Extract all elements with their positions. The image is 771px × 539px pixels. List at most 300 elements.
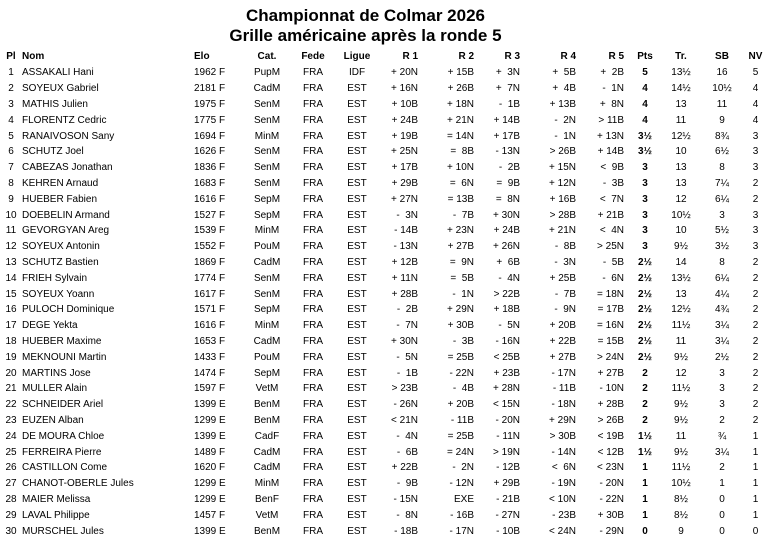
- cell-tiebreak-nv: 3: [752, 146, 759, 158]
- cell-tiebreak-nv: 1: [752, 478, 759, 490]
- cell-round-2: + 30B: [447, 320, 474, 332]
- cell-tiebreak-tr: 11: [675, 335, 687, 347]
- standings-table: [0, 48, 771, 539]
- cell-league: EST: [347, 320, 367, 332]
- cell-round-5: < 12B: [597, 446, 624, 458]
- cell-tiebreak-sb: 3: [719, 367, 725, 379]
- cell-round-3: + 30N: [493, 209, 520, 221]
- cell-place: 28: [5, 493, 17, 505]
- cell-tiebreak-nv: 1: [752, 430, 759, 442]
- cell-federation: FRA: [303, 209, 323, 221]
- cell-round-5: - 3B: [602, 177, 624, 189]
- cell-tiebreak-nv: 1: [752, 493, 759, 505]
- table-row: [0, 302, 771, 318]
- cell-points: 2½: [638, 335, 652, 347]
- cell-place: 9: [8, 193, 14, 205]
- cell-round-2: + 21N: [447, 114, 474, 126]
- cell-tiebreak-tr: 9½: [674, 351, 688, 363]
- cell-round-1: + 11N: [391, 272, 418, 284]
- cell-category: BenM: [253, 399, 281, 411]
- cell-federation: FRA: [303, 177, 323, 189]
- cell-round-1: - 26N: [393, 399, 418, 411]
- cell-round-3: = 9B: [496, 177, 520, 189]
- cell-tiebreak-nv: 1: [752, 446, 759, 458]
- cell-round-3: - 27N: [495, 509, 520, 521]
- cell-name: SCHUTZ Bastien: [22, 256, 99, 268]
- cell-name: SOYEUX Yoann: [22, 288, 95, 300]
- cell-federation: FRA: [303, 351, 323, 363]
- cell-category: SepM: [253, 304, 281, 316]
- cell-place: 17: [5, 320, 17, 332]
- cell-tiebreak-tr: 13: [675, 288, 687, 300]
- cell-name: MATHIS Julien: [22, 98, 88, 110]
- cell-tiebreak-tr: 9½: [674, 399, 688, 411]
- cell-round-1: + 16N: [391, 83, 418, 95]
- cell-elo: 1433 F: [194, 351, 226, 363]
- cell-round-2: - 11B: [450, 414, 474, 426]
- table-row: [0, 397, 771, 413]
- cell-round-1: - 4N: [396, 430, 418, 442]
- table-row: [0, 144, 771, 160]
- cell-tiebreak-tr: 14: [675, 256, 687, 268]
- cell-round-2: + 27B: [447, 241, 474, 253]
- cell-federation: FRA: [303, 430, 323, 442]
- cell-elo: 1299 E: [194, 478, 226, 490]
- cell-round-5: = 15B: [597, 335, 624, 347]
- cell-category: SenM: [253, 98, 281, 110]
- cell-round-3: + 14B: [493, 114, 520, 126]
- cell-round-3: < 15N: [493, 399, 520, 411]
- cell-federation: FRA: [303, 256, 323, 268]
- cell-round-1: - 6B: [396, 446, 418, 458]
- cell-round-5: > 11B: [598, 114, 624, 126]
- cell-league: EST: [347, 130, 367, 142]
- cell-tiebreak-nv: 2: [752, 193, 759, 205]
- cell-points: 2½: [638, 320, 652, 332]
- cell-round-3: - 20N: [495, 414, 520, 426]
- cell-league: EST: [347, 114, 367, 126]
- cell-tiebreak-tr: 11½: [671, 383, 691, 395]
- table-row: [0, 413, 771, 429]
- cell-place: 18: [5, 335, 17, 347]
- cell-round-3: + 28N: [493, 383, 520, 395]
- cell-round-1: + 17B: [391, 162, 418, 174]
- cell-tiebreak-nv: 3: [752, 130, 759, 142]
- cell-points: 3: [642, 241, 648, 253]
- cell-points: 3: [642, 209, 648, 221]
- cell-round-5: < 19B: [597, 430, 624, 442]
- cell-league: EST: [347, 83, 367, 95]
- cell-name: ASSAKALI Hani: [22, 67, 94, 79]
- cell-category: PouM: [253, 241, 281, 253]
- grid-subtitle: Grille américaine après la ronde 5: [229, 26, 502, 45]
- cell-round-3: + 3N: [495, 67, 520, 79]
- cell-points: 2: [642, 367, 648, 379]
- cell-round-3: + 18B: [493, 304, 520, 316]
- cell-elo: 1299 E: [194, 414, 226, 426]
- cell-category: SenM: [253, 162, 281, 174]
- cell-tiebreak-tr: 11½: [671, 320, 691, 332]
- cell-league: EST: [347, 98, 367, 110]
- cell-tiebreak-tr: 12½: [671, 304, 691, 316]
- cell-tiebreak-nv: 3: [752, 241, 759, 253]
- cell-round-5: + 30B: [597, 509, 624, 521]
- cell-round-2: - 16B: [450, 509, 474, 521]
- cell-tiebreak-nv: 3: [752, 209, 759, 221]
- table-body: [0, 65, 771, 539]
- table-row: [0, 81, 771, 97]
- cell-place: 7: [8, 162, 14, 174]
- cell-round-1: + 10B: [391, 98, 418, 110]
- cell-round-4: + 21N: [549, 225, 576, 237]
- cell-name: EUZEN Alban: [22, 414, 84, 426]
- cell-category: BenM: [253, 525, 281, 537]
- cell-place: 11: [5, 225, 17, 237]
- cell-round-1: + 12B: [391, 256, 418, 268]
- col-header-tiebreak-nv: NV: [748, 51, 763, 62]
- cell-league: EST: [347, 146, 367, 158]
- cell-tiebreak-sb: 8: [719, 162, 725, 174]
- cell-place: 16: [5, 304, 17, 316]
- table-row: [0, 176, 771, 192]
- cell-tiebreak-sb: 10½: [712, 83, 732, 95]
- cell-league: EST: [347, 462, 367, 474]
- cell-tiebreak-nv: 2: [752, 272, 759, 284]
- cell-round-2: - 22N: [449, 367, 474, 379]
- cell-round-2: = 14N: [447, 130, 474, 142]
- cell-round-5: < 9B: [600, 162, 624, 174]
- cell-federation: FRA: [303, 83, 323, 95]
- cell-round-4: + 4B: [552, 83, 576, 95]
- cell-points: 2½: [638, 288, 652, 300]
- cell-points: 4: [642, 83, 648, 95]
- cell-round-3: - 16N: [495, 335, 520, 347]
- cell-federation: FRA: [303, 146, 323, 158]
- cell-points: 2½: [638, 272, 652, 284]
- cell-tiebreak-nv: 2: [752, 367, 759, 379]
- cell-tiebreak-nv: 2: [752, 304, 759, 316]
- cell-tiebreak-sb: 2: [719, 462, 725, 474]
- cell-points: 1: [642, 478, 648, 490]
- cell-points: 1: [642, 493, 648, 505]
- cell-place: 15: [5, 288, 17, 300]
- cell-elo: 1683 F: [194, 177, 226, 189]
- cell-tiebreak-tr: 9: [678, 525, 684, 537]
- cell-points: 2½: [638, 256, 652, 268]
- cell-tiebreak-sb: 3: [719, 209, 725, 221]
- cell-elo: 1694 F: [194, 130, 226, 142]
- cell-category: SenM: [253, 272, 281, 284]
- cell-round-1: + 25N: [391, 146, 418, 158]
- cell-federation: FRA: [303, 98, 323, 110]
- cell-round-4: > 30B: [549, 430, 576, 442]
- table-row: [0, 381, 771, 397]
- cell-place: 14: [5, 272, 17, 284]
- cell-federation: FRA: [303, 367, 323, 379]
- cell-tiebreak-nv: 4: [752, 83, 759, 95]
- col-header-place: Pl: [6, 51, 16, 62]
- cell-round-3: - 12B: [496, 462, 520, 474]
- cell-round-1: + 27N: [391, 193, 418, 205]
- cell-league: EST: [347, 399, 367, 411]
- cell-tiebreak-tr: 11: [675, 114, 687, 126]
- cell-category: PupM: [253, 67, 281, 79]
- cell-round-3: - 10B: [496, 525, 520, 537]
- cell-points: 2: [642, 383, 648, 395]
- cell-round-3: + 26N: [493, 241, 520, 253]
- cell-round-1: - 9B: [396, 478, 418, 490]
- cell-tiebreak-sb: 8¾: [715, 130, 729, 142]
- cell-league: EST: [347, 478, 367, 490]
- table-row: [0, 160, 771, 176]
- cell-tiebreak-tr: 11½: [671, 462, 691, 474]
- cell-tiebreak-tr: 8½: [674, 493, 688, 505]
- cell-category: CadM: [253, 83, 281, 95]
- cell-round-1: - 2B: [396, 304, 418, 316]
- cell-round-1: + 19B: [391, 130, 418, 142]
- cell-league: EST: [347, 209, 367, 221]
- cell-round-4: + 15N: [549, 162, 576, 174]
- cell-elo: 1836 F: [194, 162, 226, 174]
- col-header-federation: Fede: [301, 51, 325, 62]
- cell-round-4: - 18N: [551, 399, 576, 411]
- cell-round-5: + 21B: [597, 209, 624, 221]
- cell-tiebreak-tr: 10½: [671, 478, 691, 490]
- cell-tiebreak-tr: 10: [675, 146, 687, 158]
- cell-round-4: + 25B: [549, 272, 576, 284]
- cell-league: EST: [347, 414, 367, 426]
- cell-tiebreak-nv: 4: [752, 114, 759, 126]
- table-header-row: [0, 48, 771, 65]
- cell-tiebreak-sb: 2½: [715, 351, 729, 363]
- cell-elo: 1616 F: [194, 193, 226, 205]
- cell-elo: 2181 F: [194, 83, 226, 95]
- cell-tiebreak-sb: 0: [719, 493, 725, 505]
- cell-points: 2½: [638, 304, 652, 316]
- cell-league: EST: [347, 225, 367, 237]
- cell-name: MAIER Melissa: [22, 493, 91, 505]
- cell-round-5: + 13N: [597, 130, 624, 142]
- cell-round-2: = 25B: [447, 430, 474, 442]
- cell-round-2: - 12N: [449, 478, 474, 490]
- cell-tiebreak-nv: 2: [752, 351, 759, 363]
- cell-place: 6: [8, 146, 14, 158]
- cell-name: CABEZAS Jonathan: [22, 162, 113, 174]
- col-header-name: Nom: [22, 51, 45, 62]
- tournament-title: Championnat de Colmar 2026: [245, 6, 485, 25]
- cell-tiebreak-tr: 12: [675, 367, 687, 379]
- cell-round-5: > 25N: [597, 241, 624, 253]
- cell-round-3: - 2B: [498, 162, 520, 174]
- cell-category: VetM: [255, 383, 279, 395]
- cell-place: 4: [8, 114, 14, 126]
- cell-federation: FRA: [303, 509, 323, 521]
- cell-tiebreak-sb: 7¼: [715, 177, 729, 189]
- table-row: [0, 523, 771, 539]
- cell-points: 1½: [638, 430, 652, 442]
- cell-league: EST: [347, 304, 367, 316]
- table-row: [0, 334, 771, 350]
- cell-tiebreak-nv: 5: [752, 67, 759, 79]
- cell-place: 2: [8, 83, 14, 95]
- cell-round-4: - 11B: [552, 383, 576, 395]
- cell-round-4: + 16B: [549, 193, 576, 205]
- cell-round-3: < 25B: [493, 351, 520, 363]
- cell-elo: 1552 F: [194, 241, 226, 253]
- cell-tiebreak-sb: 6½: [715, 146, 729, 158]
- cell-tiebreak-tr: 13: [675, 177, 687, 189]
- cell-elo: 1975 F: [194, 98, 226, 110]
- cell-tiebreak-tr: 9½: [674, 414, 688, 426]
- cell-round-4: - 17N: [551, 367, 576, 379]
- cell-league: EST: [347, 256, 367, 268]
- col-header-round-2: R 2: [458, 51, 474, 62]
- cell-points: 1: [642, 509, 648, 521]
- cell-league: EST: [347, 430, 367, 442]
- cell-place: 5: [8, 130, 14, 142]
- cell-tiebreak-sb: 16: [716, 67, 728, 79]
- cell-name: RANAIVOSON Sany: [22, 130, 115, 142]
- cell-place: 30: [5, 525, 17, 537]
- cell-points: 2: [642, 399, 648, 411]
- cell-tiebreak-nv: 3: [752, 162, 759, 174]
- col-header-round-3: R 3: [504, 51, 520, 62]
- cell-place: 3: [8, 98, 14, 110]
- cell-tiebreak-nv: 2: [752, 320, 759, 332]
- table-row: [0, 255, 771, 271]
- cell-place: 19: [5, 351, 17, 363]
- cell-category: SenM: [253, 288, 281, 300]
- cell-elo: 1626 F: [194, 146, 226, 158]
- cell-round-3: - 11N: [496, 430, 520, 442]
- cell-name: HUEBER Fabien: [22, 193, 98, 205]
- table-row: [0, 65, 771, 81]
- cell-round-1: > 23B: [391, 383, 418, 395]
- cell-elo: 1539 F: [194, 225, 226, 237]
- cell-place: 26: [5, 462, 17, 474]
- cell-tiebreak-sb: 0: [719, 525, 725, 537]
- cell-category: SepM: [253, 209, 281, 221]
- cell-name: SOYEUX Gabriel: [22, 83, 99, 95]
- cell-tiebreak-nv: 1: [752, 509, 759, 521]
- col-header-tiebreak-tr: Tr.: [675, 51, 687, 62]
- cell-place: 12: [5, 241, 17, 253]
- cell-tiebreak-sb: 6¼: [715, 272, 729, 284]
- cell-category: SenM: [253, 177, 281, 189]
- cell-elo: 1774 F: [194, 272, 226, 284]
- cell-elo: 1775 F: [194, 114, 226, 126]
- cell-points: 2½: [638, 351, 652, 363]
- cell-league: EST: [347, 493, 367, 505]
- cell-round-1: - 14B: [394, 225, 418, 237]
- cell-tiebreak-nv: 2: [752, 383, 759, 395]
- cell-category: CadM: [253, 256, 281, 268]
- cell-points: 3½: [638, 146, 652, 158]
- cell-round-5: + 2B: [600, 67, 624, 79]
- cell-federation: FRA: [303, 114, 323, 126]
- cell-round-4: + 27B: [549, 351, 576, 363]
- cell-round-5: < 23N: [597, 462, 624, 474]
- cell-round-3: - 4N: [498, 272, 520, 284]
- cell-elo: 1489 F: [194, 446, 226, 458]
- cell-round-1: - 7N: [396, 320, 418, 332]
- cell-federation: FRA: [303, 130, 323, 142]
- cell-round-2: + 29N: [447, 304, 474, 316]
- cell-round-1: + 24B: [391, 114, 418, 126]
- cell-round-4: > 28B: [549, 209, 576, 221]
- cell-name: MARTINS Jose: [22, 367, 91, 379]
- cell-name: PULOCH Dominique: [22, 304, 115, 316]
- cell-points: 4: [642, 114, 648, 126]
- cell-tiebreak-nv: 2: [752, 335, 759, 347]
- cell-round-3: + 7N: [495, 83, 520, 95]
- cell-round-2: - 1N: [452, 288, 474, 300]
- cell-points: 3: [642, 225, 648, 237]
- cell-federation: FRA: [303, 225, 323, 237]
- cell-round-5: = 17B: [597, 304, 624, 316]
- cell-points: 3: [642, 193, 648, 205]
- table-row: [0, 270, 771, 286]
- cell-league: EST: [347, 241, 367, 253]
- cell-tiebreak-tr: 11: [675, 430, 687, 442]
- table-row: [0, 476, 771, 492]
- cell-round-4: + 29N: [549, 414, 576, 426]
- table-row: [0, 207, 771, 223]
- cell-tiebreak-sb: 3¼: [715, 320, 729, 332]
- cell-round-3: + 17B: [493, 130, 520, 142]
- cell-round-2: = 24N: [447, 446, 474, 458]
- cell-league: EST: [347, 335, 367, 347]
- cell-tiebreak-nv: 2: [752, 399, 759, 411]
- cell-category: CadF: [254, 430, 280, 442]
- cell-name: MURSCHEL Jules: [22, 525, 104, 537]
- cell-tiebreak-nv: 4: [752, 98, 759, 110]
- cell-elo: 1527 F: [194, 209, 226, 221]
- cell-round-3: + 23B: [493, 367, 520, 379]
- cell-round-1: - 3N: [396, 209, 418, 221]
- cell-round-4: - 23B: [552, 509, 576, 521]
- cell-points: 4: [642, 98, 648, 110]
- cell-name: SOYEUX Antonin: [22, 241, 100, 253]
- cell-federation: FRA: [303, 67, 323, 79]
- cell-round-5: > 24N: [597, 351, 624, 363]
- cell-elo: 1399 E: [194, 525, 226, 537]
- cell-round-4: - 1N: [554, 130, 576, 142]
- cell-round-2: = 5B: [450, 272, 474, 284]
- table-row: [0, 492, 771, 508]
- cell-round-5: - 1N: [602, 83, 624, 95]
- cell-federation: FRA: [303, 272, 323, 284]
- cell-tiebreak-sb: 9: [719, 114, 725, 126]
- cell-tiebreak-tr: 10: [675, 225, 687, 237]
- cell-tiebreak-sb: 6¼: [715, 193, 729, 205]
- cell-round-2: + 23N: [447, 225, 474, 237]
- cell-place: 10: [5, 209, 17, 221]
- cell-points: 1: [642, 462, 648, 474]
- cell-category: VetM: [255, 509, 279, 521]
- cell-round-5: < 4N: [599, 225, 624, 237]
- cell-round-3: > 19N: [493, 446, 520, 458]
- col-header-category: Cat.: [257, 51, 277, 62]
- cell-league: EST: [347, 367, 367, 379]
- cell-round-1: < 21N: [391, 414, 418, 426]
- cell-round-2: = 25B: [447, 351, 474, 363]
- cell-federation: FRA: [303, 525, 323, 537]
- cell-tiebreak-sb: 4¼: [715, 288, 729, 300]
- cell-round-4: < 10N: [549, 493, 576, 505]
- col-header-elo: Elo: [194, 51, 210, 62]
- col-header-league: Ligue: [343, 51, 371, 62]
